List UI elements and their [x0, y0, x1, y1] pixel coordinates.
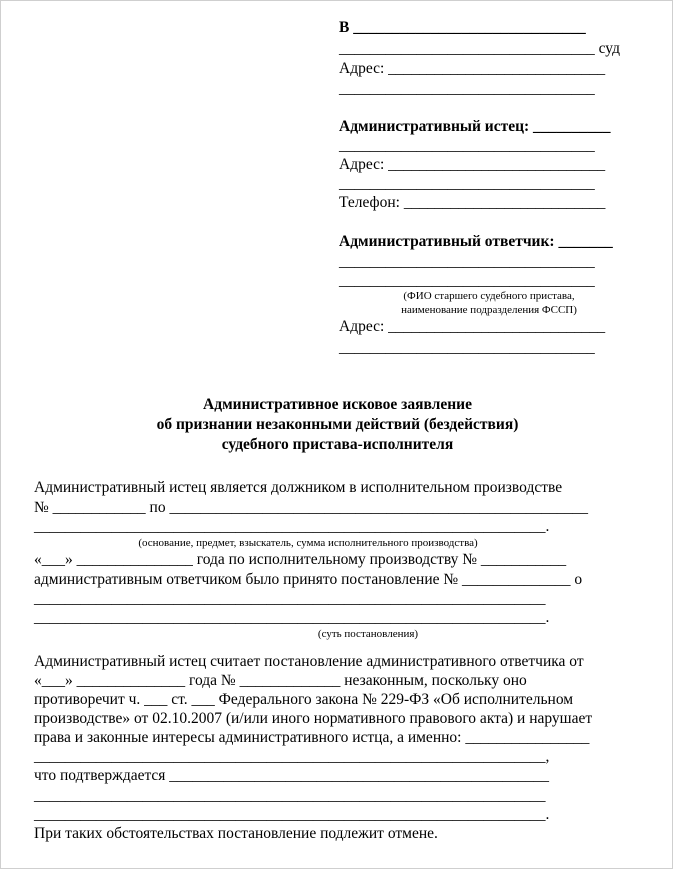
plaintiff-line: Административный истец: __________: [339, 118, 611, 135]
title-line-1: Административное исковое заявление: [203, 396, 472, 413]
defendant-line: Административный ответчик: _______: [339, 233, 613, 250]
paragraph-3-line-2: «___» ______________ года № _____________ незаконным, поскольку оно: [34, 672, 527, 689]
paragraph-4-line-1: При таких обстоятельствах постановление подлежит отмене.: [34, 825, 438, 842]
court-address-line: Адрес: ____________________________: [339, 60, 606, 77]
paragraph-1-line-1: Административный истец является должником в исполнительном производстве: [34, 479, 563, 496]
plaintiff-address-line-2: _________________________________: [339, 175, 595, 192]
plaintiff-phone-line: Телефон: __________________________: [339, 194, 606, 211]
title-line-3: судебного пристава-исполнителя: [221, 436, 454, 453]
paragraph-1-line-3: __________________________________________________________________.: [34, 518, 550, 535]
defendant-name-line-2: _________________________________: [339, 272, 595, 289]
basis-note: (основание, предмет, взыскатель, сумма исполнительного производства): [138, 537, 478, 549]
paragraph-3-line-7: что подтверждается _________________________________________________: [34, 767, 550, 784]
defendant-address-line-2: _________________________________: [339, 339, 595, 356]
plaintiff-address-line: Адрес: ____________________________: [339, 156, 606, 173]
court-name-line: _________________________________ суд: [339, 40, 620, 57]
paragraph-3-line-4: производстве» от 02.10.2007 (и/или иного нормативного правового акта) и нарушает: [34, 710, 593, 727]
paragraph-2-line-3: __________________________________________________________________: [34, 590, 546, 607]
defendant-note-2: наименование подразделения ФССП): [401, 304, 577, 316]
court-line: В ______________________________: [339, 19, 586, 36]
paragraph-2-line-2: административным ответчиком было принято постановление № ______________ о: [34, 571, 583, 588]
essence-note: (суть постановления): [317, 628, 419, 640]
paragraph-3-line-9: __________________________________________________________________.: [34, 806, 550, 823]
title-line-2: об признании незаконными действий (бездействия): [156, 416, 519, 433]
paragraph-2-line-4: __________________________________________________________________.: [34, 609, 550, 626]
court-address-line-2: _________________________________: [339, 80, 595, 97]
defendant-name-line: _________________________________: [339, 253, 595, 270]
defendant-note: (ФИО старшего судебного пристава,: [403, 290, 575, 302]
paragraph-3-line-6: __________________________________________________________________,: [34, 748, 550, 765]
paragraph-3-line-3: противоречит ч. ___ ст. ___ Федерального закона № 229-ФЗ «Об исполнительном: [34, 691, 574, 708]
paragraph-3-line-1: Административный истец считает постановление административного ответчика от: [34, 653, 584, 670]
paragraph-3-line-5: права и законные интересы административного истца, а именно: ________________: [34, 729, 590, 746]
plaintiff-name-line: _________________________________: [339, 137, 595, 154]
paragraph-2-line-1: «___» _______________ года по исполнительному производству № ___________: [34, 551, 567, 568]
paragraph-3-line-8: __________________________________________________________________: [34, 787, 546, 804]
defendant-address-line: Адрес: ____________________________: [339, 318, 606, 335]
paragraph-1-line-2: № ____________ по ______________________________________________________: [34, 499, 588, 516]
